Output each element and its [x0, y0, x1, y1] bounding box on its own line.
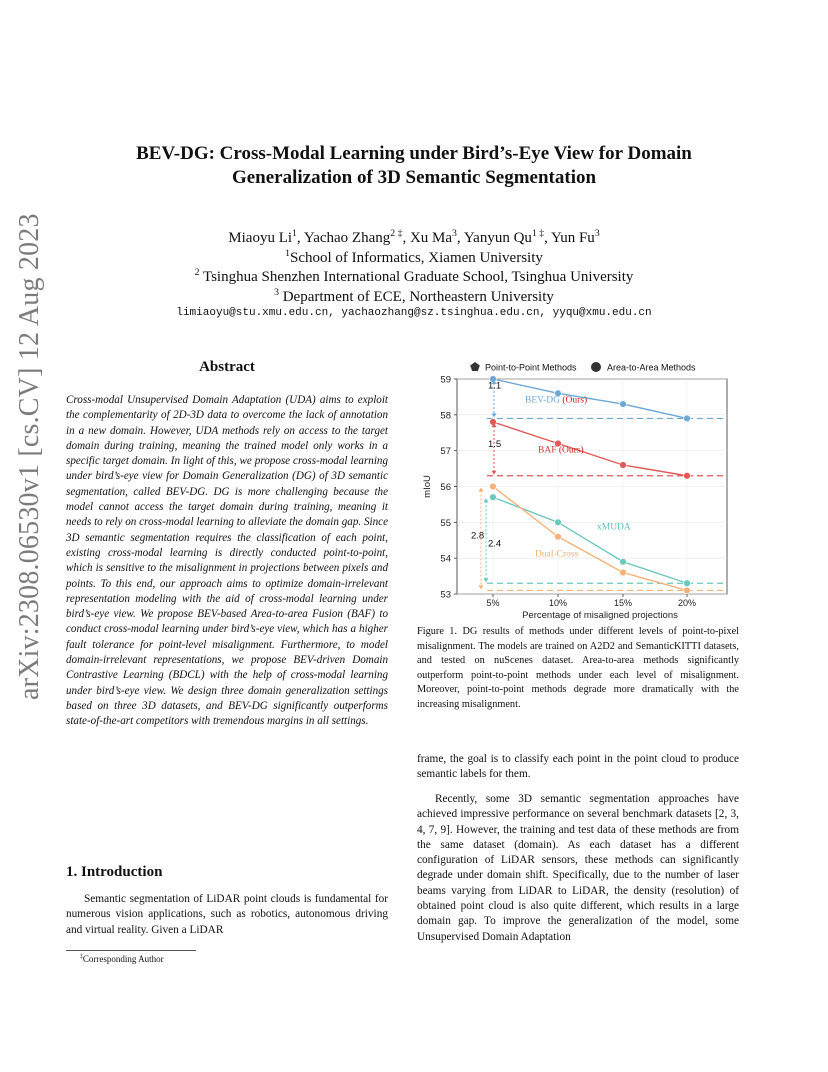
- author-sup: 3: [594, 228, 600, 239]
- series-name: xMUDA: [597, 522, 631, 533]
- author-sup: 1 ‡: [531, 228, 545, 239]
- series-label: [538, 444, 584, 455]
- series-name: BAF: [538, 445, 557, 456]
- legend-pentagon-marker: [470, 362, 480, 371]
- author-name: , Xu Ma: [402, 230, 453, 246]
- legend-label: Point-to-Point Methods: [485, 362, 577, 373]
- series-name: BEV-DG: [525, 395, 561, 406]
- data-point: [490, 483, 497, 490]
- footnote: [80, 954, 164, 964]
- affiliation-2: [0, 268, 828, 288]
- figure-1-chart: [417, 356, 739, 624]
- author-emails: limiaoyu@stu.xmu.edu.cn, yachaozhang@sz.tsinghua.edu.cn, yyqu@xmu.edu.cn: [176, 307, 652, 319]
- author-list: [0, 229, 828, 249]
- affiliation-sup: 1: [285, 247, 290, 259]
- affiliation-3: [0, 288, 828, 308]
- abstract-heading: Abstract: [199, 359, 255, 375]
- y-axis-label: mIoU: [422, 475, 433, 498]
- intro-paragraph: Semantic segmentation of LiDAR point clouds is fundamental for numerous vision applications, such as robotics, autonomous driving and virtual reality. Given a LiDAR: [66, 893, 388, 936]
- data-point: [555, 533, 562, 540]
- title-line-2: Generalization of 3D Semantic Segmentation: [231, 167, 597, 188]
- data-point: [684, 587, 691, 594]
- y-tick-label: 59: [440, 374, 451, 386]
- series-name: Dual-Cross: [535, 549, 579, 560]
- data-point: [620, 558, 627, 565]
- footnote-mark: ‡: [80, 954, 83, 960]
- author-sup: 2 ‡: [390, 228, 403, 239]
- x-tick-label: 5%: [486, 598, 500, 608]
- author-name: , Yanyun Qu: [456, 230, 532, 246]
- x-tick-label: 15%: [613, 598, 633, 608]
- affiliation-sup: 3: [274, 286, 279, 298]
- data-point: [684, 415, 691, 422]
- data-point: [620, 462, 627, 469]
- arxiv-stamp: arXiv:2308.06530v1 [cs.CV] 12 Aug 2023: [14, 213, 45, 700]
- series-label: [597, 523, 631, 533]
- paper-title: [0, 142, 828, 190]
- y-tick-label: 58: [440, 410, 451, 422]
- data-point: [620, 401, 627, 408]
- author-name: , Yun Fu: [544, 230, 595, 246]
- gap-annotation-label: 2.4: [488, 538, 502, 550]
- figure-caption: Figure 1. DG results of methods under different levels of point-to-pixel misalignment. The models are trained on A2D2 and SemanticKITTI datasets, and tested on nuScenes dataset. Area-to-area methods significantly outperform point-to-point methods under each level of misalignment. Moreover, point-to-point methods degrade more dramatically with the increasing misalignment.: [417, 626, 739, 710]
- footnote-text: Corresponding Author: [82, 954, 164, 964]
- gap-annotation-label: 2.8: [471, 530, 485, 542]
- author-name: Miaoyu Li: [228, 230, 293, 246]
- title-line-1: BEV-DG: Cross-Modal Learning under Bird’s-Eye View for Domain: [136, 143, 692, 164]
- series-name-suffix: (Ours): [560, 395, 588, 406]
- x-axis-label: Percentage of misaligned projections: [522, 610, 678, 621]
- section-heading: 1. Introduction: [66, 864, 163, 880]
- y-tick-label: 57: [440, 446, 451, 458]
- author-sup: 3: [452, 228, 457, 239]
- y-tick-label: 56: [440, 482, 451, 493]
- y-tick-label: 54: [440, 553, 451, 565]
- x-tick-label: 10%: [548, 598, 568, 608]
- data-point: [555, 519, 562, 526]
- footnote-rule: [66, 950, 196, 951]
- affiliation-sup: 2: [194, 267, 200, 278]
- y-tick-label: 55: [440, 517, 451, 529]
- legend-label: Area-to-Area Methods: [607, 362, 696, 373]
- x-tick-label: 20%: [677, 598, 697, 608]
- data-point: [490, 494, 497, 501]
- series-label: [535, 549, 579, 559]
- data-point: [684, 472, 691, 479]
- affiliation-text: Department of ECE, Northeastern University: [278, 288, 554, 305]
- data-point: [684, 580, 691, 587]
- abstract-text: Cross-modal Unsupervised Domain Adaptation (UDA) aims to exploit the complementarity of 2D-3D data to overcome the lack of annotation in a new domain. However, UDA methods rely on access to the target domain during training, meaning the trained model only works in a specific target domain. In light of this, we propose cross-modal learning under bird’s-eye view for Domain Generalization (DG) of 3D semantic segmentation, called BEV-DG. DG is more challenging because the model cannot access the target domain during training, meaning it needs to rely on cross-modal learning to alleviate the domain gap. Since 3D semantic segmentation requires the classification of each point, existing cross-modal learning is directly conducted point-to-point, which is sensitive to the misalignment in projections between pixels and points. To this end, our approach aims to optimize domain-irrelevant representation modeling with the aid of cross-modal learning under bird’s-eye view. We propose BEV-based Area-to-area Fusion (BAF) to conduct cross-modal learning under bird’s-eye view, which has a higher fault tolerance for point-level misalignment. Furthermore, to model domain-irrelevant representations, we propose BEV-driven Domain Contrastive Learning (BDCL) with the help of cross-modal learning under bird’s-eye view. We design three domain generalization settings based on three 3D datasets, and BEV-DG significantly outperforms state-of-the-art competitors with tremendous margins in all settings.: [66, 394, 388, 728]
- data-point: [490, 419, 497, 426]
- author-block: [0, 229, 828, 307]
- gap-annotation-label: 1.5: [488, 438, 502, 450]
- author-name: , Yachao Zhang: [296, 230, 391, 246]
- legend-circle-marker: [591, 362, 601, 372]
- y-tick-label: 53: [440, 589, 451, 601]
- series-label: [525, 394, 587, 405]
- series-name-suffix: (Ours): [556, 445, 584, 456]
- author-sup: 1: [292, 228, 297, 239]
- affiliation-1: [0, 249, 828, 269]
- gap-annotation-label: 1.1: [488, 380, 502, 392]
- affiliation-text: School of Informatics, Xiamen University: [290, 249, 543, 266]
- body-paragraph: frame, the goal is to classify each point in the point cloud to produce semantic labels for them.: [417, 753, 739, 781]
- affiliation-text: Tsinghua Shenzhen International Graduate School, Tsinghua University: [199, 269, 634, 285]
- data-point: [620, 569, 627, 576]
- body-paragraph: Recently, some 3D semantic segmentation approaches have achieved impressive performance on several benchmark datasets [2, 3, 4, 7, 9]. However, the training and test data of these methods are from the same dataset (domain). As each dataset has a different configuration of LiDAR sensors, these methods can significantly degrade under domain shift. Specifically, due to the number of laser beams varying from LiDAR to LiDAR, the density (resolution) of obtained point cloud is also quite different, which results in a large domain gap. To improve the generalization of the model, some Unsupervised Domain Adaptation: [417, 793, 739, 943]
